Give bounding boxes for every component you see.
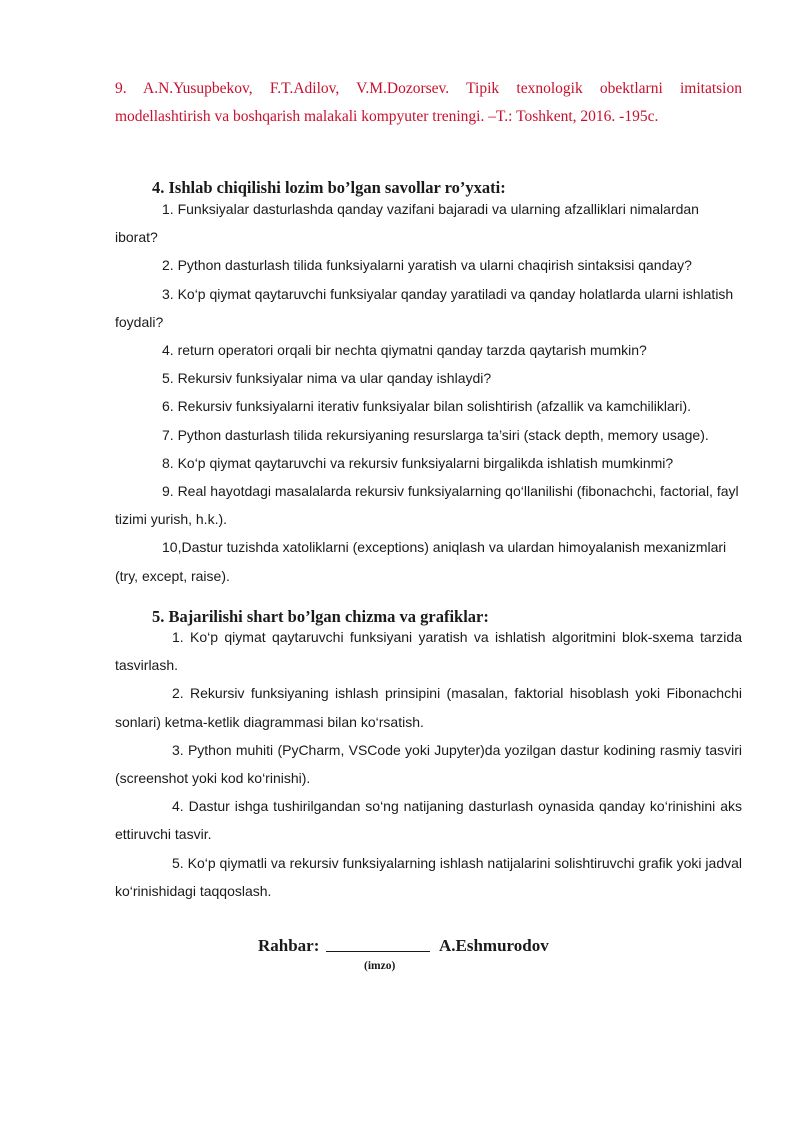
reference-line-1: 9. A.N.Yusupbekov, F.T.Adilov, V.M.Dozorsev. Tipik texnologik obektlarni imitatsion: [115, 80, 742, 97]
questions-list: [115, 195, 742, 590]
question-item-10: 10,Dastur tuzishda xatoliklarni (exceptions) aniqlash va ulardan himoyalanish mexanizmlari (try, except, raise).: [115, 539, 727, 584]
question-item-6: 6. Rekursiv funksiyalarni iterativ funksiyalar bilan solishtirish (afzallik va kamchiliklari).: [162, 398, 692, 415]
question-item-9: 9. Real hayotdagi masalalarda rekursiv funksiyalarning qo‘llanilishi (fibonachchi, factorial, fayl tizimi yurish, h.k.).: [115, 483, 739, 528]
question-item-5: 5. Rekursiv funksiyalar nima va ular qanday ishlaydi?: [162, 370, 492, 387]
drawing-item-3: 3. Python muhiti (PyCharm, VSCode yoki Jupyter)da yozilgan dastur kodining rasmiy tasviri (screenshot yoki kod ko‘rinishi).: [115, 741, 742, 787]
drawing-item-2: 2. Rekursiv funksiyaning ishlash prinsipini (masalan, faktorial hisoblash yoki Fibonachchi sonlari) ketma-ketlik diagrammasi bilan ko‘rsatish.: [115, 685, 742, 730]
question-item-4: 4. return operatori orqali bir nechta qiymatni qanday tarzda qaytarish mumkin?: [162, 342, 647, 359]
drawing-item-1: 1. Ko‘p qiymat qaytaruvchi funksiyani yaratish va ishlatish algoritmini blok-sxema tarzida tasvirlash.: [115, 629, 742, 674]
question-item-3: 3. Ko‘p qiymat qaytaruvchi funksiyalar qanday yaratiladi va qanday holatlarda ularni ishlatish foydali?: [115, 285, 734, 330]
drawing-item-5: 5. Ko‘p qiymatli va rekursiv funksiyalarning ishlash natijalarini solishtiruvchi grafik yoki jadval ko‘rinishidagi taqqoslash.: [115, 854, 742, 899]
question-item-7: 7. Python dasturlash tilida rekursiyaning resurslarga ta’siri (stack depth, memory usage).: [162, 426, 709, 443]
reference-entry: [115, 75, 742, 131]
signature-label: Rahbar:: [258, 936, 320, 955]
question-item-8: 8. Ko‘p qiymat qaytaruvchi va rekursiv funksiyalarni birgalikda ishlatish mumkinmi?: [162, 454, 674, 471]
drawing-item-4: 4. Dastur ishga tushirilgandan so‘ng natijaning dasturlash oynasida qanday ko‘rinishini aks ettiruvchi tasvir.: [115, 798, 742, 843]
question-item-1: 1. Funksiyalar dasturlashda qanday vazifani bajaradi va ularning afzalliklari nimalardan iborat?: [115, 201, 699, 246]
signature-line: [258, 936, 549, 956]
question-item-2: 2. Python dasturlash tilida funksiyalarni yaratish va ularni chaqirish sintaksisi qanday?: [162, 257, 692, 274]
section-5-heading: 5. Bajarilishi shart bo’lgan chizma va grafiklar:: [152, 607, 489, 626]
signature-blank: [326, 937, 430, 952]
section-4-heading: 4. Ishlab chiqilishi lozim bo’lgan savollar ro’yxati:: [152, 178, 506, 197]
reference-line-2: modellashtirish va boshqarish malakali kompyuter treningi. –T.: Toshkent, 2016. -195c.: [115, 108, 659, 125]
drawings-list: [115, 623, 742, 905]
signature-caption: (imzo): [364, 960, 396, 972]
signature-name: A.Eshmurodov: [438, 936, 549, 955]
